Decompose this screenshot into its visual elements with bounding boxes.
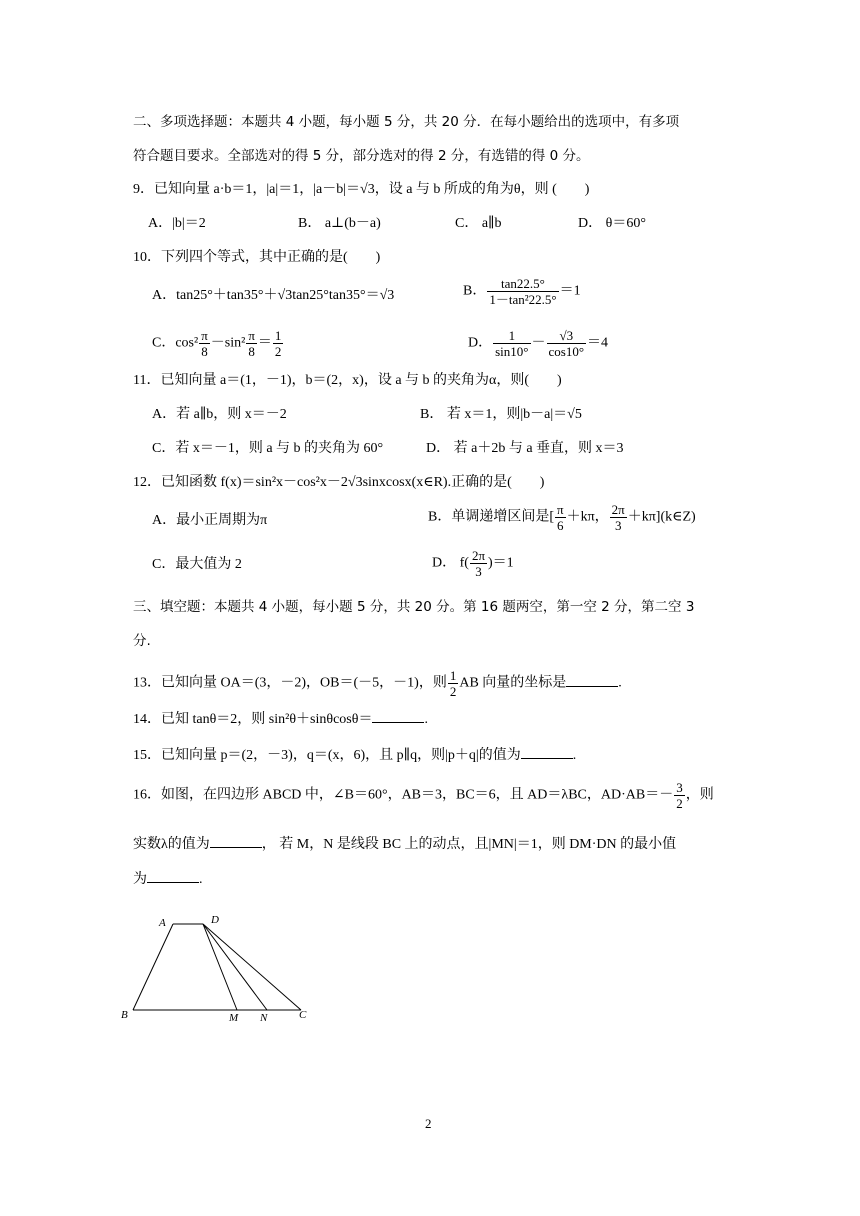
denominator: 2 xyxy=(449,684,457,699)
question-11-option-c: C．若 x＝－1，则 a 与 b 的夹角为 60° xyxy=(152,441,384,456)
denominator: 6 xyxy=(555,517,566,533)
option-b-suffix: ＝1 xyxy=(559,283,581,299)
numerator: 1 xyxy=(508,328,516,343)
section3-heading-line2: 分. xyxy=(133,633,151,649)
question-11-option-d: D． 若 a＋2b 与 a 垂直，则 x＝3 xyxy=(426,441,624,456)
question-12-option-d xyxy=(432,548,514,579)
numerator: π xyxy=(557,502,564,517)
section2-heading-line1: 二、多项选择题：本题共 4 小题，每小题 5 分，共 20 分．在每小题给出的选项中，有多项 xyxy=(133,114,680,130)
numerator: 1 xyxy=(449,668,457,683)
denominator: 8 xyxy=(246,343,257,359)
fraction xyxy=(470,548,487,579)
denominator: 2 xyxy=(676,796,683,811)
page-number: 2 xyxy=(425,1116,432,1131)
option-d-prefix: D． xyxy=(468,335,493,351)
option-b-prefix: B． xyxy=(463,283,487,299)
question-16-part1-end: ，则 xyxy=(685,787,714,803)
denominator: 2 xyxy=(274,344,282,359)
question-9-stem: 9．已知向量 a·b＝1，|a|＝1，|a－b|＝√3，设 a 与 b 所成的角为θ，则 ( ) xyxy=(133,182,590,197)
question-11-option-b: B． 若 x＝1，则|b－a|＝√5 xyxy=(420,407,582,422)
fraction xyxy=(493,328,530,359)
question-10-stem: 10．下列四个等式，其中正确的是( ) xyxy=(133,250,381,265)
question-10-option-c xyxy=(152,328,284,359)
label-a: A xyxy=(159,917,166,929)
label-m: M xyxy=(229,1012,239,1024)
question-9-option-c: C． a∥b xyxy=(455,216,502,231)
question-10-option-a: A．tan25°＋tan35°＋√3tan25°tan35°＝√3 xyxy=(152,288,395,303)
question-14 xyxy=(133,708,428,730)
answer-blank[interactable] xyxy=(210,833,262,848)
fraction xyxy=(273,328,284,359)
option-d-prefix: D． f( xyxy=(432,555,469,571)
question-13-part2: AB 向量的坐标是 xyxy=(459,675,567,691)
option-d-suffix: )＝1 xyxy=(488,555,514,571)
label-n: N xyxy=(260,1012,268,1024)
numerator: 3 xyxy=(676,780,683,795)
answer-blank[interactable] xyxy=(147,868,199,883)
question-16-line3-a: 为 xyxy=(133,872,147,887)
fraction xyxy=(674,780,685,811)
fraction xyxy=(487,276,558,307)
numerator: tan22.5° xyxy=(501,276,545,291)
question-10-option-b xyxy=(463,276,581,307)
denominator: 8 xyxy=(199,343,210,359)
denominator: sin10° xyxy=(495,344,529,359)
question-13 xyxy=(133,668,622,699)
numerator: 1 xyxy=(274,328,282,343)
question-9-option-d: D． θ＝60° xyxy=(578,216,646,231)
option-b-suffix: ＋kπ](k∈Z) xyxy=(627,509,696,525)
segment-dn xyxy=(203,924,267,1010)
denominator: 1－tan²22.5° xyxy=(489,292,557,307)
quadrilateral-figure xyxy=(115,905,345,1030)
question-13-part1: 13．已知向量 OA＝(3，－2)，OB＝(－5，－1)，则 xyxy=(133,675,447,691)
option-d-suffix: ＝4 xyxy=(587,335,609,351)
denominator: cos10° xyxy=(548,344,585,359)
label-c: C xyxy=(299,1009,307,1021)
answer-blank[interactable] xyxy=(521,744,573,759)
answer-blank[interactable] xyxy=(566,672,618,687)
numerator: √3 xyxy=(559,328,574,343)
question-13-end: . xyxy=(618,675,622,691)
question-16-line3-end: . xyxy=(199,872,203,887)
denominator: 3 xyxy=(610,517,627,533)
question-14-end: . xyxy=(424,712,428,727)
section3-heading-line1: 三、填空题：本题共 4 小题，每小题 5 分，共 20 分。第 16 题两空，第一空 2 分，第二空 3 xyxy=(133,599,695,615)
segment-dc xyxy=(203,924,301,1010)
question-14-text: 14．已知 tanθ＝2，则 sin²θ＋sinθcosθ＝ xyxy=(133,712,373,727)
question-12-option-b xyxy=(428,502,696,533)
option-b-mid: ＋kπ， xyxy=(566,509,609,525)
segment-dm xyxy=(203,924,237,1010)
question-16-line3 xyxy=(133,868,203,890)
question-16-line2-b: ， 若 M，N 是线段 BC 上的动点，且|MN|＝1，则 DM·DN 的最小值 xyxy=(261,837,677,852)
numerator: 2π xyxy=(611,502,625,517)
label-d: D xyxy=(211,914,219,926)
question-12-option-a: A．最小正周期为π xyxy=(152,513,268,528)
question-15-text: 15．已知向量 p＝(2，－3)，q＝(x，6)，且 p∥q，则|p＋q|的值为 xyxy=(133,748,521,763)
question-9-option-a: A．|b|＝2 xyxy=(148,216,206,231)
option-d-mid: － xyxy=(531,335,546,351)
question-15-end: . xyxy=(572,748,577,763)
section2-heading-line2: 符合题目要求。全部选对的得 5 分，部分选对的得 2 分，有选错的得 0 分。 xyxy=(133,148,590,164)
label-b: B xyxy=(121,1009,128,1021)
fraction xyxy=(448,668,459,699)
fraction xyxy=(610,502,627,533)
question-15 xyxy=(133,744,576,766)
option-b-prefix: B．单调递增区间是[ xyxy=(428,509,554,525)
option-c-prefix: C．cos² xyxy=(152,335,199,351)
fraction xyxy=(246,328,257,359)
question-16-line2-a: 实数λ的值为 xyxy=(133,837,210,852)
question-11-stem: 11．已知向量 a＝(1，－1)，b＝(2，x)，设 a 与 b 的夹角为α，则( ) xyxy=(133,373,562,388)
question-16-line1 xyxy=(133,780,714,811)
numerator: π xyxy=(201,328,208,343)
question-10-option-d xyxy=(468,328,608,359)
question-16-part1: 16．如图，在四边形 ABCD 中，∠B＝60°，AB＝3，BC＝6，且 AD＝λBC，AD·AB＝－ xyxy=(133,787,674,803)
segment-ab xyxy=(133,924,173,1010)
option-c-mid: －sin² xyxy=(210,335,246,351)
numerator: π xyxy=(248,328,255,343)
fraction xyxy=(555,502,566,533)
question-12-option-c: C．最大值为 2 xyxy=(152,557,242,572)
denominator: 3 xyxy=(470,563,487,579)
fraction xyxy=(199,328,210,359)
numerator: 2π xyxy=(471,548,486,563)
question-16-line2 xyxy=(133,833,676,855)
answer-blank[interactable] xyxy=(372,708,424,723)
question-11-option-a: A．若 a∥b，则 x＝－2 xyxy=(152,407,287,422)
question-9-option-b: B． a⊥(b－a) xyxy=(298,216,381,231)
option-c-equals: ＝ xyxy=(257,335,272,351)
question-12-stem: 12．已知函数 f(x)＝sin²x－cos²x－2√3sinxcosx(x∈R).正确的是( ) xyxy=(133,475,545,490)
fraction xyxy=(547,328,587,359)
